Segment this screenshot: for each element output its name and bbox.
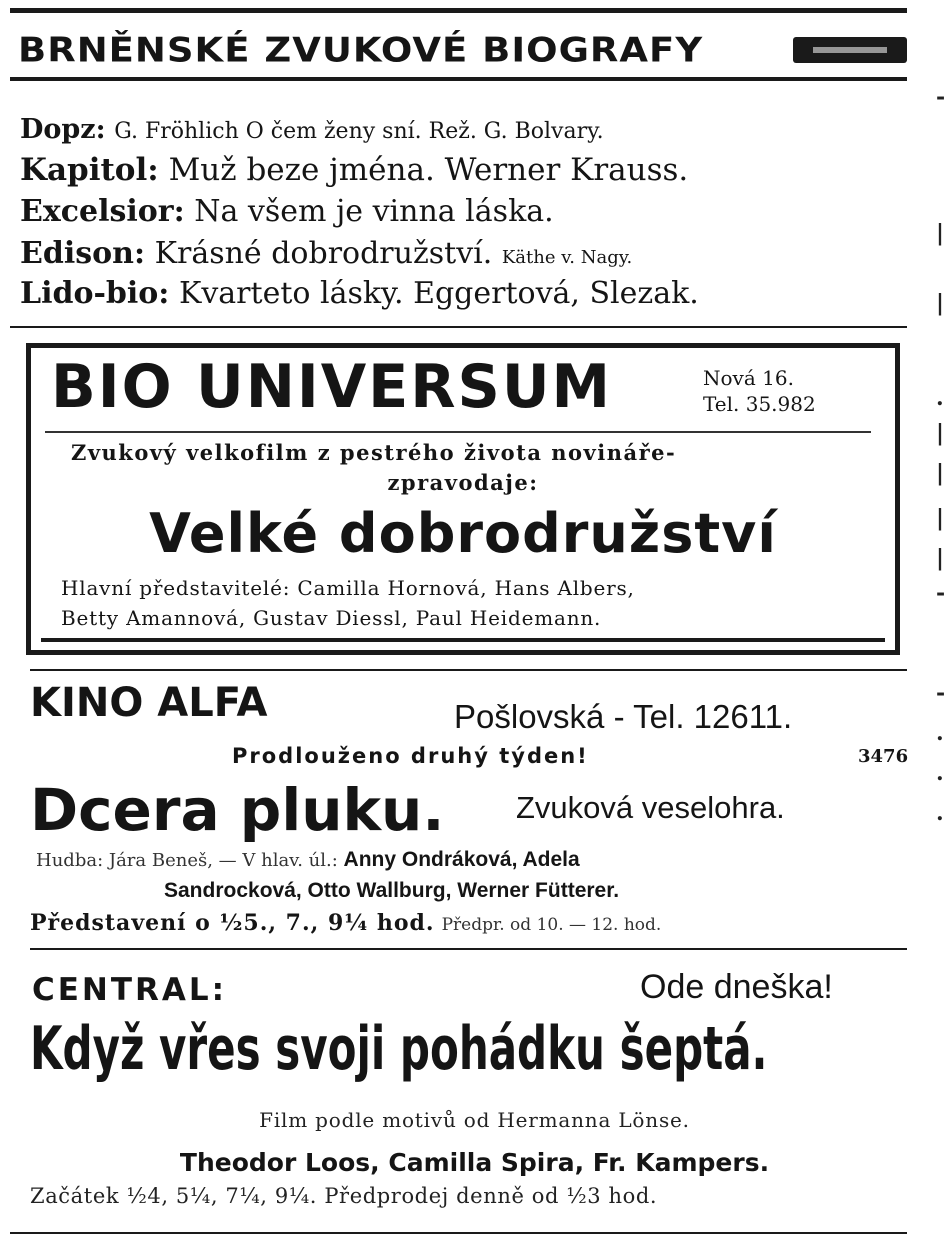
bio-universum-ad [26, 343, 900, 655]
listing-row [20, 236, 632, 271]
listing-row [20, 276, 699, 311]
cinema-name: Kapitol: [20, 152, 159, 188]
bio-universum-cast-cont: Betty Amannová, Gustav Diessl, Paul Heidemann. [61, 606, 602, 630]
film-info: Na všem je vinna láska. [194, 194, 554, 229]
kino-alfa-presale: Předpr. od 10. — 12. hod. [441, 915, 662, 935]
cinema-name: Excelsior: [20, 194, 185, 229]
kino-alfa-cast-cont: Sandrocková, Otto Wallburg, Werner Fütterer. [164, 879, 620, 902]
cinema-name: Dopz: [20, 114, 106, 145]
section-rule [30, 669, 907, 671]
header-rule [10, 77, 907, 81]
kino-alfa-address: Pošlovská - Tel. 12611. [454, 698, 793, 735]
central-name: CENTRAL: [32, 972, 228, 1008]
bio-universum-name: BIO UNIVERSUM [51, 352, 613, 422]
cinema-name: Lido-bio: [20, 276, 170, 311]
film-extra: Käthe v. Nagy. [501, 247, 633, 268]
kino-alfa-name: KINO ALFA [30, 680, 268, 726]
bio-universum-phone: Tel. 35.982 [703, 392, 816, 416]
listing-row [20, 114, 604, 145]
kino-alfa-credits [36, 848, 580, 872]
bio-universum-address: Nová 16. [703, 366, 794, 390]
kino-alfa-credits-prefix: Hudba: Jára Beneš, — V hlav. úl.: [36, 850, 338, 871]
kino-alfa-cast: Anny Ondráková, Adela [343, 848, 580, 871]
central-source: Film podle motivů od Hermanna Lönse. [259, 1108, 690, 1132]
section-rule [30, 948, 907, 950]
central-cast: Theodor Loos, Camilla Spira, Fr. Kampers. [179, 1148, 770, 1177]
bio-universum-film-title: Velké dobrodružství [149, 502, 777, 565]
kino-alfa-note: Prodlouženo druhý týden! [232, 744, 589, 768]
bio-universum-intro: Zvukový velkofilm z pestrého života novináře- [71, 440, 677, 465]
kino-alfa-film-title: Dcera pluku. [30, 776, 445, 844]
bio-universum-intro-cont: zpravodaje: [387, 470, 539, 495]
cinema-name: Edison: [20, 236, 146, 271]
bottom-rule [10, 1232, 907, 1234]
film-info: G. Fröhlich O čem ženy sní. Rež. G. Bolvary. [114, 119, 604, 144]
film-info: Muž beze jména. Werner Krauss. [168, 152, 689, 188]
header-decoration [793, 37, 907, 63]
kino-alfa-genre: Zvuková veselohra. [516, 790, 785, 825]
section-rule [10, 326, 907, 328]
kino-alfa-shows [30, 910, 661, 936]
kino-alfa-code: 3476 [858, 746, 909, 767]
listing-row [20, 152, 688, 188]
film-info: Krásné dobrodružství. [154, 236, 493, 271]
central-times: Začátek ½4, 5¼, 7¼, 9¼. Předprodej denně od ½3 hod. [30, 1184, 658, 1208]
bio-universum-cast: Hlavní představitelé: Camilla Hornová, Hans Albers, [61, 576, 635, 600]
film-info: Kvarteto lásky. Eggertová, Slezak. [178, 276, 699, 311]
central-badge: Ode dneška! [640, 968, 833, 1006]
central-film-title: Když vřes svoji pohádku šeptá. [30, 1014, 768, 1084]
kino-alfa-times: Představení o ½5., 7., 9¼ hod. [30, 910, 435, 936]
header-title: BRNĚNSKÉ ZVUKOVÉ BIOGRAFY [18, 30, 704, 70]
top-rule [10, 8, 907, 13]
listing-row [20, 194, 554, 229]
